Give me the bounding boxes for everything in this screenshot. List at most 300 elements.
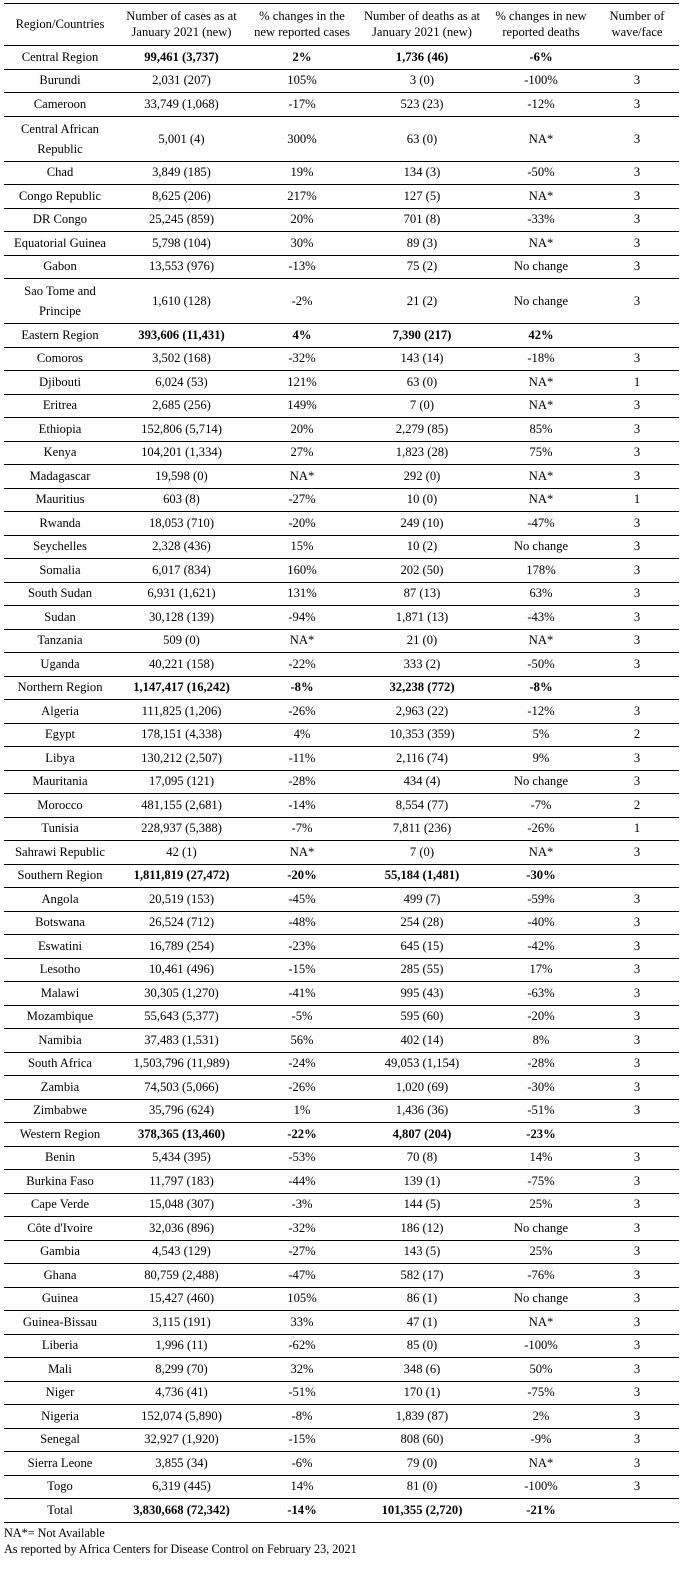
note-na: NA*= Not Available: [4, 1525, 105, 1540]
cell-deaths-change: No change: [487, 1217, 595, 1241]
cell-waves: 3: [595, 653, 679, 677]
cell-deaths: 2,116 (74): [357, 747, 487, 771]
cell-deaths: 63 (0): [357, 371, 487, 395]
cell-deaths: 2,963 (22): [357, 700, 487, 724]
cell-waves: 3: [595, 1076, 679, 1100]
cell-cases: 3,115 (191): [116, 1311, 247, 1335]
cell-deaths-change: -100%: [487, 69, 595, 93]
cell-cases: 2,685 (256): [116, 394, 247, 418]
cell-region: Sudan: [4, 606, 116, 630]
cell-waves: 3: [595, 1381, 679, 1405]
cell-deaths-change: -33%: [487, 208, 595, 232]
cell-deaths-change: -100%: [487, 1475, 595, 1499]
cell-cases: 178,151 (4,338): [116, 723, 247, 747]
cell-region: Central African Republic: [4, 116, 116, 161]
cell-cases: 393,606 (11,431): [116, 324, 247, 348]
cell-deaths-change: No change: [487, 535, 595, 559]
cell-deaths: 134 (3): [357, 161, 487, 185]
table-row: [4, 1005, 679, 1029]
cell-deaths-change: -50%: [487, 653, 595, 677]
cell-waves: 3: [595, 255, 679, 279]
cell-cases-change: -94%: [247, 606, 357, 630]
cell-deaths-change: 75%: [487, 441, 595, 465]
cell-cases: 80,759 (2,488): [116, 1264, 247, 1288]
cell-deaths: 101,355 (2,720): [357, 1499, 487, 1523]
cell-deaths-change: 17%: [487, 958, 595, 982]
table-row: [4, 512, 679, 536]
cell-cases: 8,625 (206): [116, 185, 247, 209]
cell-region: Eritrea: [4, 394, 116, 418]
table-row: [4, 69, 679, 93]
header-deaths-change: % changes in new reported deaths: [495, 9, 587, 39]
cell-region: Togo: [4, 1475, 116, 1499]
cell-deaths: 7,390 (217): [357, 324, 487, 348]
cell-cases: 18,053 (710): [116, 512, 247, 536]
cell-cases: 99,461 (3,737): [116, 46, 247, 70]
note-source: As reported by Africa Centers for Disease Control on February 23, 2021: [4, 1541, 357, 1556]
cell-waves: 3: [595, 347, 679, 371]
cell-deaths: 808 (60): [357, 1428, 487, 1452]
cell-deaths-change: -63%: [487, 982, 595, 1006]
cell-cases-change: -2%: [247, 279, 357, 324]
table-row: [4, 441, 679, 465]
table-header-row: [4, 4, 679, 46]
cell-waves: 3: [595, 1099, 679, 1123]
cell-deaths-change: 14%: [487, 1146, 595, 1170]
cell-deaths: 75 (2): [357, 255, 487, 279]
cell-waves: 2: [595, 723, 679, 747]
cell-cases-change: 27%: [247, 441, 357, 465]
cell-waves: 3: [595, 1146, 679, 1170]
cell-deaths: 7 (0): [357, 841, 487, 865]
cell-deaths: 186 (12): [357, 1217, 487, 1241]
table-row: [4, 347, 679, 371]
table-row: [4, 535, 679, 559]
table-row: [4, 1405, 679, 1429]
cell-waves: 3: [595, 185, 679, 209]
cell-cases: 6,931 (1,621): [116, 582, 247, 606]
cell-cases: 130,212 (2,507): [116, 747, 247, 771]
cell-deaths: 333 (2): [357, 653, 487, 677]
cell-cases: 3,502 (168): [116, 347, 247, 371]
cell-waves: 3: [595, 1170, 679, 1194]
cell-cases: 2,031 (207): [116, 69, 247, 93]
table-row: [4, 418, 679, 442]
cell-cases-change: -27%: [247, 1240, 357, 1264]
cell-region: Mozambique: [4, 1005, 116, 1029]
cell-deaths: 21 (2): [357, 279, 487, 324]
cell-waves: 3: [595, 1475, 679, 1499]
cell-deaths: 86 (1): [357, 1287, 487, 1311]
cell-region: Zimbabwe: [4, 1099, 116, 1123]
cell-deaths: 645 (15): [357, 935, 487, 959]
cell-cases: 8,299 (70): [116, 1358, 247, 1382]
cell-cases: 37,483 (1,531): [116, 1029, 247, 1053]
cell-region: Burundi: [4, 69, 116, 93]
table-row: [4, 747, 679, 771]
cell-deaths: 402 (14): [357, 1029, 487, 1053]
cell-deaths: 4,807 (204): [357, 1123, 487, 1147]
cell-cases-change: -22%: [247, 1123, 357, 1147]
cell-deaths-change: -23%: [487, 1123, 595, 1147]
cell-region: Senegal: [4, 1428, 116, 1452]
table-row: [4, 794, 679, 818]
cell-region: Burkina Faso: [4, 1170, 116, 1194]
cell-cases-change: 19%: [247, 161, 357, 185]
cell-cases-change: 20%: [247, 418, 357, 442]
cell-cases-change: 4%: [247, 723, 357, 747]
header-cases: Number of cases as at January 2021 (new): [126, 9, 237, 39]
cell-cases-change: -41%: [247, 982, 357, 1006]
cell-waves: 3: [595, 958, 679, 982]
cell-deaths-change: -6%: [487, 46, 595, 70]
cell-deaths: 70 (8): [357, 1146, 487, 1170]
cell-region: Mauritius: [4, 488, 116, 512]
cell-cases-change: NA*: [247, 465, 357, 489]
cell-cases: 26,524 (712): [116, 911, 247, 935]
cell-waves: 3: [595, 394, 679, 418]
cell-deaths-change: -20%: [487, 1005, 595, 1029]
cell-cases-change: 33%: [247, 1311, 357, 1335]
cell-cases: 2,328 (436): [116, 535, 247, 559]
cell-deaths: 87 (13): [357, 582, 487, 606]
cell-deaths-change: -42%: [487, 935, 595, 959]
cell-region: Guinea: [4, 1287, 116, 1311]
table-row: [4, 629, 679, 653]
cell-deaths-change: -43%: [487, 606, 595, 630]
cell-region: Angola: [4, 888, 116, 912]
cell-cases-change: 1%: [247, 1099, 357, 1123]
covid-africa-table: [4, 3, 679, 1523]
cell-deaths-change: -26%: [487, 817, 595, 841]
cell-cases: 1,610 (128): [116, 279, 247, 324]
table-row: [4, 1334, 679, 1358]
cell-deaths-change: NA*: [487, 841, 595, 865]
cell-cases-change: -6%: [247, 1452, 357, 1476]
cell-deaths-change: NA*: [487, 1311, 595, 1335]
cell-cases-change: 14%: [247, 1475, 357, 1499]
cell-waves: 3: [595, 559, 679, 583]
cell-waves: 3: [595, 465, 679, 489]
cell-deaths-change: 85%: [487, 418, 595, 442]
cell-cases: 13,553 (976): [116, 255, 247, 279]
table-row: [4, 888, 679, 912]
cell-cases: 30,128 (139): [116, 606, 247, 630]
table-row: [4, 255, 679, 279]
cell-deaths: 143 (14): [357, 347, 487, 371]
table-row: [4, 982, 679, 1006]
cell-waves: 3: [595, 770, 679, 794]
cell-waves: 3: [595, 935, 679, 959]
table-row: [4, 606, 679, 630]
cell-cases: 1,811,819 (27,472): [116, 864, 247, 888]
cell-deaths-change: -47%: [487, 512, 595, 536]
cell-cases-change: NA*: [247, 629, 357, 653]
cell-region: Mauritania: [4, 770, 116, 794]
cell-deaths: 254 (28): [357, 911, 487, 935]
table-row: [4, 279, 679, 324]
cell-cases-change: -47%: [247, 1264, 357, 1288]
cell-deaths: 47 (1): [357, 1311, 487, 1335]
cell-cases: 6,319 (445): [116, 1475, 247, 1499]
cell-cases: 25,245 (859): [116, 208, 247, 232]
cell-deaths-change: 42%: [487, 324, 595, 348]
cell-cases: 3,855 (34): [116, 1452, 247, 1476]
cell-deaths-change: NA*: [487, 116, 595, 161]
cell-deaths-change: 8%: [487, 1029, 595, 1053]
cell-waves: 3: [595, 116, 679, 161]
region-row: [4, 676, 679, 700]
cell-deaths-change: 63%: [487, 582, 595, 606]
cell-region: Nigeria: [4, 1405, 116, 1429]
cell-cases-change: 30%: [247, 232, 357, 256]
cell-deaths-change: 9%: [487, 747, 595, 771]
table-row: [4, 1052, 679, 1076]
cell-region: Côte d'Ivoire: [4, 1217, 116, 1241]
cell-deaths-change: -12%: [487, 93, 595, 117]
cell-cases: 6,024 (53): [116, 371, 247, 395]
cell-deaths: 7,811 (236): [357, 817, 487, 841]
cell-deaths: 348 (6): [357, 1358, 487, 1382]
cell-cases-change: -14%: [247, 794, 357, 818]
cell-cases-change: -26%: [247, 1076, 357, 1100]
cell-waves: [595, 676, 679, 700]
table-row: [4, 465, 679, 489]
cell-deaths: 202 (50): [357, 559, 487, 583]
cell-region: Eastern Region: [4, 324, 116, 348]
cell-cases: 15,427 (460): [116, 1287, 247, 1311]
cell-cases-change: -15%: [247, 958, 357, 982]
cell-cases-change: -23%: [247, 935, 357, 959]
cell-deaths: 144 (5): [357, 1193, 487, 1217]
cell-cases-change: -48%: [247, 911, 357, 935]
cell-region: Southern Region: [4, 864, 116, 888]
cell-deaths: 3 (0): [357, 69, 487, 93]
table-row: [4, 371, 679, 395]
cell-deaths-change: 25%: [487, 1240, 595, 1264]
cell-deaths: 21 (0): [357, 629, 487, 653]
cell-deaths: 32,238 (772): [357, 676, 487, 700]
cell-cases: 1,503,796 (11,989): [116, 1052, 247, 1076]
cell-waves: 3: [595, 841, 679, 865]
cell-cases-change: -14%: [247, 1499, 357, 1523]
cell-region: Congo Republic: [4, 185, 116, 209]
cell-waves: 3: [595, 1029, 679, 1053]
cell-waves: 3: [595, 1405, 679, 1429]
cell-deaths: 995 (43): [357, 982, 487, 1006]
cell-cases: 104,201 (1,334): [116, 441, 247, 465]
cell-deaths-change: NA*: [487, 629, 595, 653]
cell-deaths-change: NA*: [487, 185, 595, 209]
cell-deaths-change: -59%: [487, 888, 595, 912]
table-row: [4, 582, 679, 606]
region-row: [4, 1123, 679, 1147]
cell-deaths: 49,053 (1,154): [357, 1052, 487, 1076]
cell-deaths: 523 (23): [357, 93, 487, 117]
cell-region: Tunisia: [4, 817, 116, 841]
cell-cases: 509 (0): [116, 629, 247, 653]
cell-region: Ghana: [4, 1264, 116, 1288]
cell-region: Sierra Leone: [4, 1452, 116, 1476]
cell-cases-change: -17%: [247, 93, 357, 117]
cell-region: Djibouti: [4, 371, 116, 395]
cell-waves: 3: [595, 1452, 679, 1476]
cell-cases: 5,798 (104): [116, 232, 247, 256]
cell-region: Comoros: [4, 347, 116, 371]
table-row: [4, 700, 679, 724]
cell-waves: 3: [595, 582, 679, 606]
header-waves: Number of wave/face: [609, 9, 665, 39]
cell-waves: 3: [595, 982, 679, 1006]
cell-region: Algeria: [4, 700, 116, 724]
cell-region: Gambia: [4, 1240, 116, 1264]
table-row: [4, 559, 679, 583]
cell-deaths-change: NA*: [487, 371, 595, 395]
cell-deaths-change: -8%: [487, 676, 595, 700]
cell-deaths: 85 (0): [357, 1334, 487, 1358]
cell-deaths: 292 (0): [357, 465, 487, 489]
cell-cases-change: -53%: [247, 1146, 357, 1170]
table-row: [4, 116, 679, 161]
region-row: [4, 46, 679, 70]
cell-deaths: 434 (4): [357, 770, 487, 794]
cell-region: Somalia: [4, 559, 116, 583]
cell-waves: 3: [595, 1193, 679, 1217]
cell-waves: 3: [595, 1217, 679, 1241]
table-row: [4, 1264, 679, 1288]
cell-deaths-change: -51%: [487, 1099, 595, 1123]
table-row: [4, 653, 679, 677]
table-row: [4, 1428, 679, 1452]
table-row: [4, 1452, 679, 1476]
table-row: [4, 1475, 679, 1499]
cell-cases: 1,996 (11): [116, 1334, 247, 1358]
cell-cases: 55,643 (5,377): [116, 1005, 247, 1029]
table-row: [4, 770, 679, 794]
cell-cases-change: 105%: [247, 1287, 357, 1311]
cell-region: Madagascar: [4, 465, 116, 489]
cell-waves: 3: [595, 747, 679, 771]
table-row: [4, 185, 679, 209]
cell-cases: 1,147,417 (16,242): [116, 676, 247, 700]
cell-region: DR Congo: [4, 208, 116, 232]
cell-region: Cape Verde: [4, 1193, 116, 1217]
table-row: [4, 232, 679, 256]
cell-deaths-change: No change: [487, 279, 595, 324]
header-deaths: Number of deaths as at January 2021 (new): [363, 9, 481, 39]
cell-cases-change: 217%: [247, 185, 357, 209]
cell-region: Cameroon: [4, 93, 116, 117]
cell-cases: 3,849 (185): [116, 161, 247, 185]
cell-cases-change: 300%: [247, 116, 357, 161]
table-row: [4, 958, 679, 982]
cell-deaths-change: -28%: [487, 1052, 595, 1076]
cell-waves: 3: [595, 208, 679, 232]
cell-cases-change: -28%: [247, 770, 357, 794]
cell-region: Central Region: [4, 46, 116, 70]
cell-deaths-change: NA*: [487, 1452, 595, 1476]
cell-deaths: 701 (8): [357, 208, 487, 232]
cell-deaths: 1,020 (69): [357, 1076, 487, 1100]
cell-waves: 3: [595, 1264, 679, 1288]
cell-cases-change: -11%: [247, 747, 357, 771]
cell-waves: 3: [595, 418, 679, 442]
cell-cases: 16,789 (254): [116, 935, 247, 959]
cell-deaths-change: NA*: [487, 488, 595, 512]
cell-region: Total: [4, 1499, 116, 1523]
cell-waves: 3: [595, 606, 679, 630]
cell-waves: 3: [595, 1052, 679, 1076]
cell-cases-change: -45%: [247, 888, 357, 912]
cell-deaths-change: -21%: [487, 1499, 595, 1523]
cell-cases-change: 149%: [247, 394, 357, 418]
cell-waves: 3: [595, 161, 679, 185]
cell-deaths: 63 (0): [357, 116, 487, 161]
table-row: [4, 723, 679, 747]
cell-deaths: 127 (5): [357, 185, 487, 209]
cell-deaths-change: -30%: [487, 864, 595, 888]
data-table-document: [4, 3, 679, 1557]
cell-cases: 20,519 (153): [116, 888, 247, 912]
cell-cases: 152,806 (5,714): [116, 418, 247, 442]
cell-waves: 3: [595, 888, 679, 912]
table-row: [4, 1146, 679, 1170]
cell-deaths: 139 (1): [357, 1170, 487, 1194]
cell-waves: 3: [595, 441, 679, 465]
cell-waves: 3: [595, 700, 679, 724]
cell-waves: 3: [595, 1311, 679, 1335]
cell-region: Mali: [4, 1358, 116, 1382]
cell-cases-change: -27%: [247, 488, 357, 512]
cell-deaths-change: 178%: [487, 559, 595, 583]
table-row: [4, 1099, 679, 1123]
cell-deaths: 7 (0): [357, 394, 487, 418]
cell-region: Eswatini: [4, 935, 116, 959]
cell-region: Lesotho: [4, 958, 116, 982]
cell-deaths: 81 (0): [357, 1475, 487, 1499]
cell-cases: 32,036 (896): [116, 1217, 247, 1241]
cell-region: Kenya: [4, 441, 116, 465]
table-row: [4, 1170, 679, 1194]
table-row: [4, 1311, 679, 1335]
cell-region: Benin: [4, 1146, 116, 1170]
table-row: [4, 1381, 679, 1405]
cell-cases-change: -7%: [247, 817, 357, 841]
cell-cases-change: -32%: [247, 347, 357, 371]
table-body: [4, 46, 679, 1523]
cell-deaths-change: -30%: [487, 1076, 595, 1100]
table-row: [4, 1240, 679, 1264]
cell-cases: 33,749 (1,068): [116, 93, 247, 117]
cell-cases: 378,365 (13,460): [116, 1123, 247, 1147]
cell-waves: 3: [595, 629, 679, 653]
cell-waves: 3: [595, 535, 679, 559]
cell-waves: 3: [595, 232, 679, 256]
cell-deaths: 249 (10): [357, 512, 487, 536]
cell-region: Botswana: [4, 911, 116, 935]
cell-waves: 1: [595, 371, 679, 395]
cell-cases-change: 2%: [247, 46, 357, 70]
cell-cases: 32,927 (1,920): [116, 1428, 247, 1452]
cell-cases-change: -20%: [247, 864, 357, 888]
cell-region: Egypt: [4, 723, 116, 747]
cell-cases-change: -20%: [247, 512, 357, 536]
cell-region: Niger: [4, 1381, 116, 1405]
cell-cases: 35,796 (624): [116, 1099, 247, 1123]
cell-region: Zambia: [4, 1076, 116, 1100]
cell-cases: 19,598 (0): [116, 465, 247, 489]
cell-deaths-change: 25%: [487, 1193, 595, 1217]
